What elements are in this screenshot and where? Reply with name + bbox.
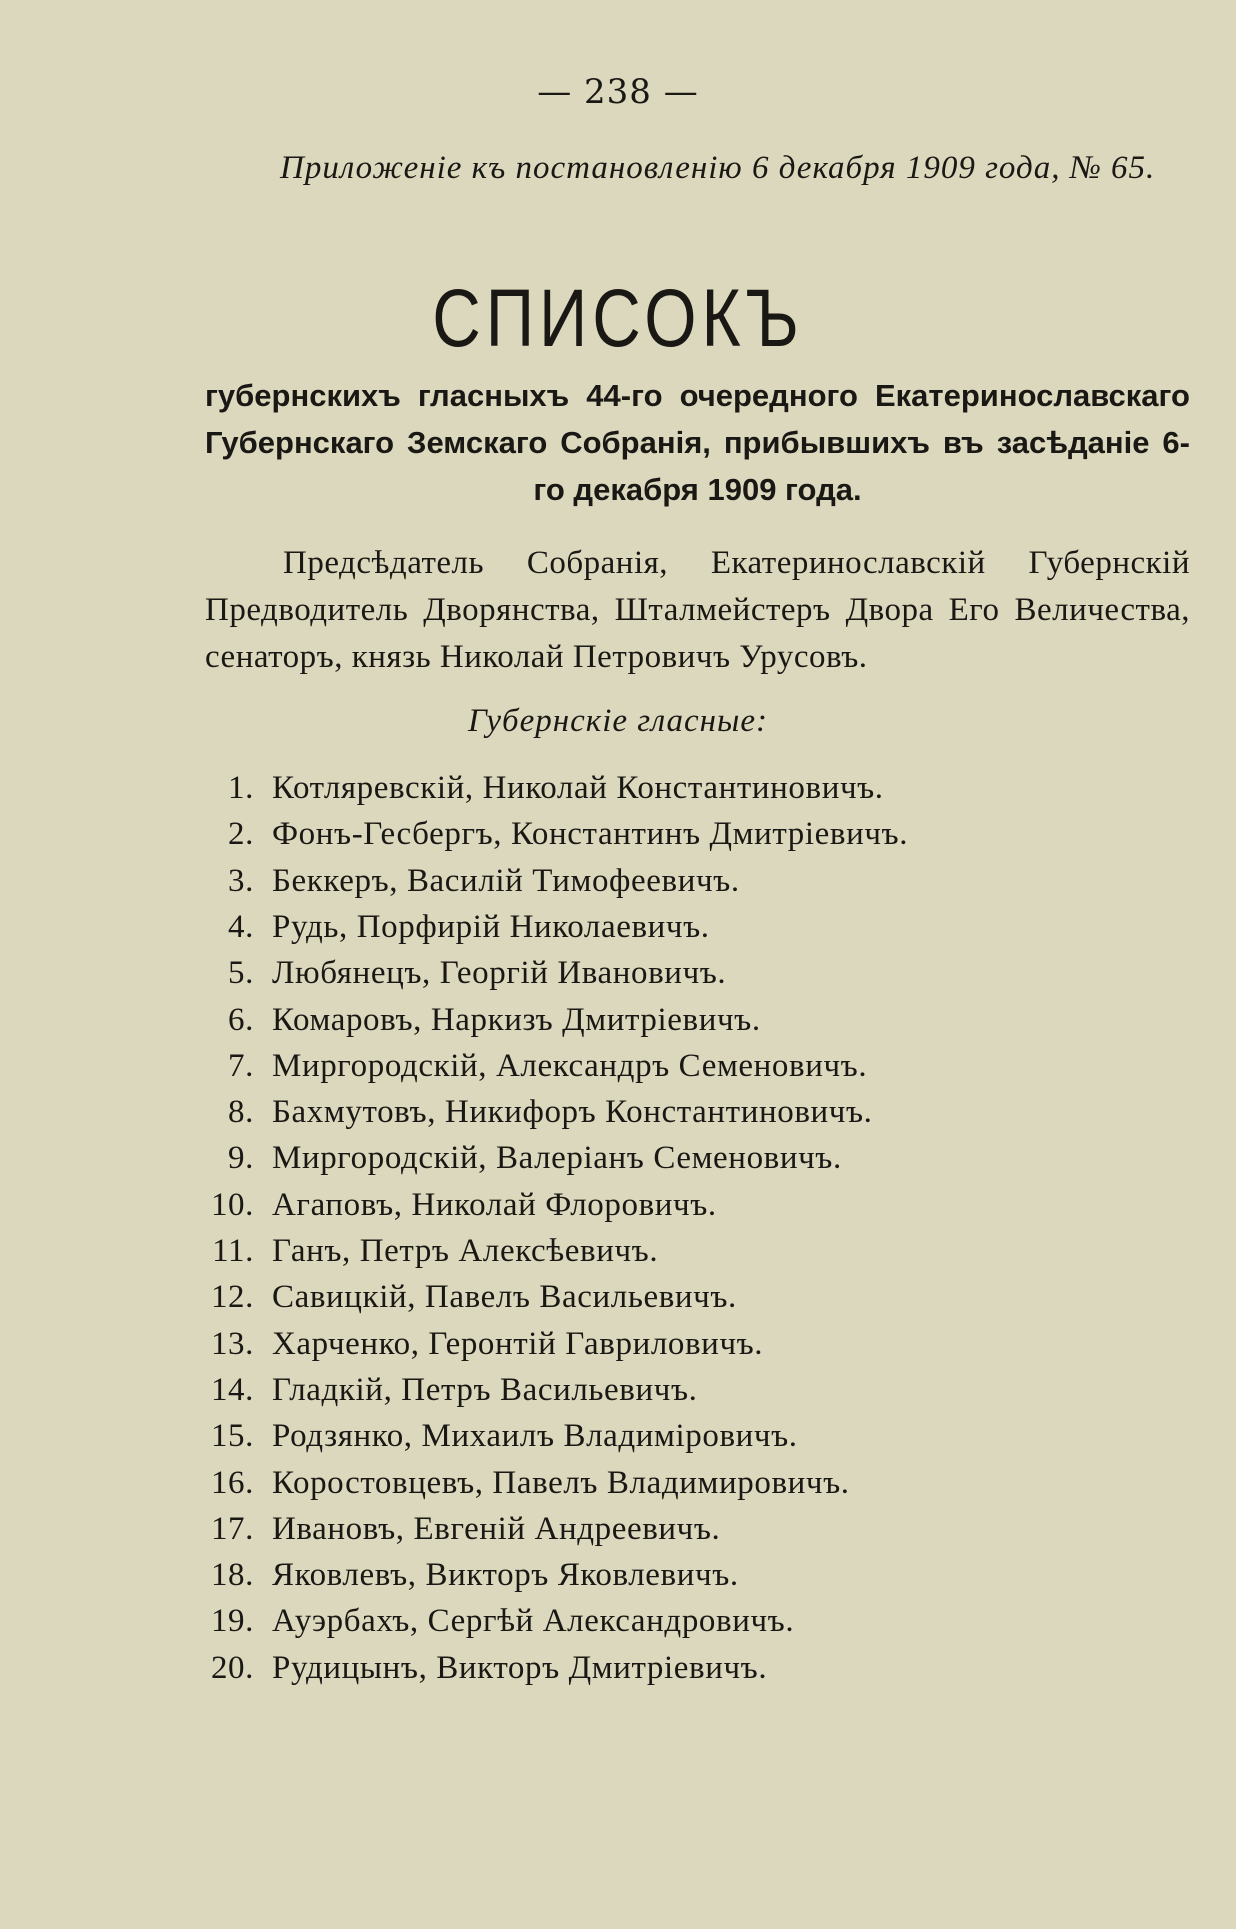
- member-name: Ганъ, Петръ Алексѣевичъ.: [272, 1233, 659, 1269]
- member-name: Ивановъ, Евгеній Андреевичъ.: [272, 1510, 721, 1547]
- member-name: Рудицынъ, Викторъ Дмитріевичъ.: [272, 1649, 768, 1686]
- list-item: [0, 1557, 1236, 1603]
- appendix-note: Приложеніе къ постановленію 6 декабря 1909 года, № 65.: [280, 150, 1156, 186]
- member-number: 18.: [210, 1557, 254, 1594]
- member-name: Фонъ-Гесбергъ, Константинъ Дмитріевичъ.: [272, 816, 909, 853]
- list-item: [0, 1002, 1236, 1048]
- member-number: 12.: [210, 1279, 254, 1316]
- list-item: [0, 1094, 1236, 1140]
- member-name: Миргородскій, Валеріанъ Семеновичъ.: [272, 1140, 842, 1177]
- member-number: 1.: [228, 770, 254, 806]
- list-item: [0, 1140, 1236, 1186]
- list-item: [0, 770, 1236, 816]
- member-number: 8.: [228, 1094, 254, 1131]
- list-item: [0, 1326, 1236, 1372]
- list-item: [0, 1372, 1236, 1418]
- member-number: 9.: [228, 1140, 254, 1177]
- member-name: Бахмутовъ, Никифоръ Константиновичъ.: [272, 1094, 873, 1131]
- member-name: Ауэрбахъ, Сергѣй Александровичъ.: [272, 1603, 795, 1640]
- member-number: 14.: [210, 1371, 254, 1408]
- list-item: [0, 1465, 1236, 1511]
- member-number: 16.: [210, 1464, 254, 1501]
- list-item: [0, 955, 1236, 1001]
- member-name: Родзянко, Михаилъ Владиміровичъ.: [272, 1418, 798, 1455]
- list-item: [0, 1187, 1236, 1233]
- member-number: 17.: [210, 1510, 254, 1547]
- list-item: [0, 1048, 1236, 1094]
- list-item: [0, 1233, 1236, 1279]
- member-number: 13.: [210, 1325, 254, 1362]
- member-name: Коростовцевъ, Павелъ Владимировичъ.: [272, 1464, 850, 1501]
- list-item: [0, 909, 1236, 955]
- member-number: 4.: [228, 908, 254, 945]
- member-number: 19.: [210, 1603, 254, 1640]
- member-number: 10.: [210, 1186, 254, 1223]
- list-item: [0, 1511, 1236, 1557]
- list-item: [0, 1418, 1236, 1464]
- member-name: Рудь, Порфирій Николаевичъ.: [272, 908, 710, 945]
- list-item: [0, 863, 1236, 909]
- member-name: Беккеръ, Василій Тимофеевичъ.: [272, 862, 740, 899]
- member-name: Харченко, Геронтій Гавриловичъ.: [272, 1325, 764, 1362]
- member-number: 15.: [210, 1418, 254, 1455]
- member-number: 11.: [212, 1233, 254, 1269]
- member-name: Миргородскій, Александръ Семеновичъ.: [272, 1047, 868, 1084]
- section-heading: Губернскіе гласные:: [468, 703, 768, 739]
- member-name: Яковлевъ, Викторъ Яковлевичъ.: [272, 1557, 739, 1594]
- chairman-paragraph: Предсѣдатель Собранія, Екатеринославскій Губернскій Предводитель Дворянства, Шталмейстеръ Двора Его Величества, сенаторъ, князь Николай Петровичъ Урусовъ.: [205, 545, 1190, 675]
- list-item: [0, 816, 1236, 862]
- list-item: [0, 1279, 1236, 1325]
- document-title: СПИСОКЪ: [432, 273, 804, 364]
- member-name: Гладкій, Петръ Васильевичъ.: [272, 1371, 698, 1408]
- member-name: Комаровъ, Наркизъ Дмитріевичъ.: [272, 1001, 761, 1038]
- list-item: [0, 1603, 1236, 1649]
- member-number: 5.: [228, 955, 254, 992]
- document-subtitle: губернскихъ гласныхъ 44-го очередного Екатеринославскаго Губернскаго Земскаго Собранія, прибывшихъ въ засѣданіе 6-го декабря 1909 года.: [205, 378, 1190, 507]
- member-number: 20.: [210, 1649, 254, 1686]
- member-name: Савицкій, Павелъ Васильевичъ.: [272, 1279, 737, 1316]
- member-number: 3.: [228, 862, 254, 899]
- member-number: 7.: [228, 1047, 254, 1084]
- page-number: — 238 —: [537, 72, 699, 112]
- member-name: Любянецъ, Георгій Ивановичъ.: [272, 955, 727, 992]
- member-number: 6.: [228, 1001, 254, 1038]
- member-number: 2.: [228, 816, 254, 853]
- list-item: [0, 1650, 1236, 1696]
- member-name: Котляревскій, Николай Константиновичъ.: [272, 770, 884, 806]
- member-name: Агаповъ, Николай Флоровичъ.: [272, 1186, 717, 1223]
